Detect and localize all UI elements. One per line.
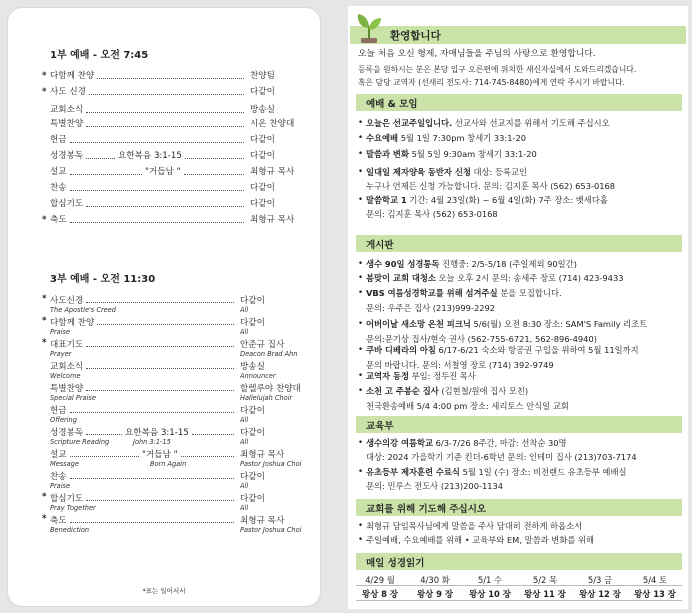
notice-heading: 말씀과 변화: [366, 149, 409, 159]
reading-date: 5/1 수: [477, 575, 503, 585]
notice-item: [366, 166, 527, 178]
dotted-leader: [86, 112, 244, 113]
dotted-leader: [184, 174, 244, 175]
order-row: [50, 404, 300, 426]
notice-text: 5/6(월) 오전 8:30 장소: SAM'S Family 리조트: [470, 319, 648, 329]
reading-title: 매일 성경읽기: [366, 558, 425, 569]
notice-heading: VBS 여름성경학교를 위해 섬겨주실: [366, 288, 498, 298]
order-label: 다함께 찬양: [50, 71, 95, 81]
bullet: •: [358, 133, 364, 143]
order-row: [42, 294, 300, 316]
board-title: 게시판: [366, 240, 394, 251]
bullet: •: [358, 345, 364, 355]
notice-detail: 문의:문기상 집사/현숙 권사 (562-755-6721, 562-896-4940): [366, 334, 597, 344]
notice-text: 6/17-6/21 숙소와 항공권 구입을 위하여 5월 11일까지: [435, 345, 639, 355]
order-label: 성경봉독: [50, 428, 84, 438]
order-leader-english: All: [240, 306, 249, 314]
notice-detail: 문의 바랍니다. 문의: 서철영 장로 (714) 392-9749: [366, 360, 554, 370]
pray-item: 최형규 담임목사님에게 말씀을 주사 담대히 전하게 하옵소서: [366, 521, 583, 531]
welcome-line3: 혹은 담당 교역자 (선새리 전도사: 714-745-8480)에게 연락 주시기 바랍니다.: [358, 78, 626, 87]
order-leader-english: All: [240, 482, 249, 490]
dotted-leader: [86, 500, 234, 501]
notice-text: 선교사와 선교지를 위해서 기도해 주십시오: [452, 118, 610, 128]
dotted-leader: [97, 324, 234, 325]
worship-title: 예배 & 모임: [366, 99, 418, 110]
order-leader-english: All: [240, 328, 249, 336]
notice-text: 6/3-7/26 8주간, 마감: 선착순 30명: [433, 438, 567, 448]
order-row: [50, 118, 300, 131]
order-label-english: Scripture Reading: [50, 438, 110, 446]
order-row: [42, 214, 300, 227]
notice-heading: 교역자 동정: [366, 371, 409, 381]
bullet: •: [358, 386, 364, 396]
bullet: •: [358, 118, 364, 128]
reading-chapter: 왕상 11 장: [524, 589, 566, 599]
order-row: [50, 470, 300, 492]
notice-text: 대상: 등록교인: [470, 167, 528, 177]
dotted-leader: [70, 190, 244, 191]
footnote: *표는 일어서서: [142, 587, 186, 595]
order-row: [50, 166, 300, 179]
order-row: [50, 426, 300, 448]
order-label-english: The Apostle's Creed: [50, 306, 116, 314]
dotted-leader: [86, 390, 234, 391]
table-divider: [356, 600, 682, 601]
order-label-english: Special Praise: [50, 394, 96, 402]
notice-item: [366, 272, 624, 284]
order-leader: 다같이: [240, 406, 265, 416]
order-leader-english: Hallelujah Choir: [240, 394, 293, 402]
bullet: •: [358, 288, 364, 298]
order-label: 합심기도: [50, 199, 84, 209]
order-leader: 최형규 목사: [240, 450, 285, 460]
reading-date: 5/3 금: [587, 575, 613, 585]
order-label: 헌금: [50, 406, 67, 416]
dotted-leader: [70, 412, 234, 413]
bullet: •: [358, 273, 364, 283]
order-label: 성경봉독: [50, 151, 84, 161]
welcome-title: 환영합니다: [390, 30, 441, 42]
order-leader: 다같이: [240, 472, 265, 482]
required-star: *: [42, 215, 47, 225]
notice-text: 5월 1일 (수) 장소: 비전랜드 유초등부 예배실: [459, 467, 627, 477]
notice-text: (김현철/원애 집사 모친): [438, 386, 529, 396]
dotted-leader: [70, 522, 234, 523]
order-leader: 다같이: [250, 135, 275, 145]
notice-heading: 생수의강 여름학교: [366, 438, 434, 448]
notice-heading: 어버이날 새소망 온천 피크닉: [366, 319, 471, 329]
order-leader: 방송실: [250, 105, 275, 115]
notice-heading: 쿠바 디베라의 아침: [366, 345, 436, 355]
dotted-leader: [86, 302, 234, 303]
notice-heading: 말씀학교 1: [366, 195, 407, 205]
order-leader: 다같이: [250, 151, 275, 161]
notice-detail: 천국환송예배 5/4 4:00 pm 장소: 세리토스 안식일 교회: [366, 401, 569, 411]
order-label: 합심기도: [50, 494, 84, 504]
order-row: [42, 316, 300, 338]
order-row: [50, 104, 300, 117]
notice-text: 5월 5일 9:30am 창세기 33:1-20: [408, 149, 537, 159]
order-row: [50, 134, 300, 147]
required-star: *: [42, 492, 47, 502]
order-label-english: Praise: [50, 482, 71, 490]
notice-heading: 수요예배: [366, 133, 399, 143]
notice-heading: 소천 고 주봉순 집사: [366, 386, 439, 396]
order-leader: 다같이: [240, 318, 265, 328]
notice-item: [366, 370, 476, 382]
order-detail-english: Born Again: [150, 460, 187, 468]
required-star: *: [42, 87, 47, 97]
notice-item: [366, 437, 567, 449]
reading-chapter: 왕상 10 장: [469, 589, 511, 599]
order-label: 사도 신경: [50, 87, 86, 97]
order-leader: 안준규 집사: [240, 340, 285, 350]
notice-item: [366, 117, 610, 129]
dotted-leader: [86, 434, 122, 435]
dotted-leader: [86, 126, 244, 127]
reading-chapter: 왕상 13 장: [634, 589, 676, 599]
service3-title: 3부 예배 - 오전 11:30: [50, 274, 156, 285]
notice-heading: 생수 90일 성경통독: [366, 259, 440, 269]
order-leader-english: All: [240, 416, 249, 424]
notice-heading: 일대일 제자양육 동반자 신청: [366, 167, 471, 177]
bullet: •: [358, 371, 364, 381]
order-leader: 할렐루야 찬양대: [240, 384, 301, 394]
order-row: [42, 492, 300, 514]
notice-item: [366, 287, 562, 299]
order-row: [42, 70, 300, 83]
order-label-english: Prayer: [50, 350, 72, 358]
order-row: [42, 514, 302, 536]
order-row: [50, 448, 300, 470]
notice-detail: 누구나 언제든 신청 가능합니다. 문의: 김지훈 목사 (562) 653-0168: [366, 181, 616, 191]
reading-chapter: 왕상 8 장: [362, 589, 398, 599]
order-leader-english: All: [240, 438, 249, 446]
reading-chapter: 왕상 9 장: [417, 589, 453, 599]
notice-heading: 오늘은 선교주일입니다.: [366, 118, 453, 128]
dotted-leader: [70, 478, 234, 479]
order-leader: 찬양팀: [250, 71, 275, 81]
order-row: [42, 338, 300, 360]
reading-date: 4/30 화: [420, 575, 450, 585]
notice-detail: 문의: 김지훈 목사 (562) 653-0168: [366, 209, 498, 219]
order-label-english: Message: [50, 460, 79, 468]
notice-heading: 유초등부 제자훈련 수료식: [366, 467, 460, 477]
order-leader: 다같이: [240, 494, 265, 504]
notice-heading: 봄맞이 교회 대청소: [366, 273, 436, 283]
order-label: 대표기도: [50, 340, 84, 350]
required-star: *: [42, 294, 47, 304]
order-label: 찬송: [50, 472, 67, 482]
bulletin-order-panel: [8, 8, 320, 606]
order-leader-english: All: [240, 504, 249, 512]
order-row: [50, 182, 300, 195]
notice-item: [366, 148, 537, 160]
dotted-leader: [181, 456, 234, 457]
order-leader: 다같이: [240, 428, 265, 438]
order-row: [50, 198, 300, 211]
required-star: *: [42, 514, 47, 524]
order-leader: 최형규 목사: [240, 516, 285, 526]
edu-header-bar: [356, 416, 682, 433]
notice-detail: 문의: 민루스 전도사 (213)200-1134: [366, 481, 504, 491]
dotted-leader: [185, 158, 244, 159]
dotted-leader: [86, 158, 115, 159]
notice-text: 부임: 정두진 목사: [408, 371, 476, 381]
pray-item: 주일예배, 수요예배를 위해 • 교육부와 EM, 말씀과 변화를 위해: [366, 535, 595, 545]
order-leader: 방송실: [240, 362, 265, 372]
dotted-leader: [89, 94, 244, 95]
reading-chapter: 왕상 12 장: [579, 589, 621, 599]
required-star: *: [42, 71, 47, 81]
reading-date: 4/29 월: [365, 575, 395, 585]
order-label: 설교: [50, 167, 67, 177]
order-leader: 시온 찬양대: [250, 119, 295, 129]
order-row: [50, 382, 300, 404]
bullet: •: [358, 438, 364, 448]
notice-text: 오늘 오후 2시 문의: 송세주 장로 (714) 423-9433: [435, 273, 624, 283]
dotted-leader: [70, 222, 244, 223]
pray-title: 교회를 위해 기도해 주십시오: [366, 504, 487, 515]
bullet: •: [358, 149, 364, 159]
service1-title: 1부 예배 - 오전 7:45: [50, 50, 149, 61]
order-label: 축도: [50, 516, 67, 526]
order-label: 설교: [50, 450, 67, 460]
dotted-leader: [70, 174, 142, 175]
dotted-leader: [70, 456, 139, 457]
order-label: 교회소식: [50, 105, 84, 115]
sprout-icon: [354, 10, 384, 44]
notice-text: 기간: 4월 23일(화) ~ 6월 4일(화) 7주 장소: 벳세다홀: [406, 195, 608, 205]
notice-item: [366, 385, 528, 397]
order-leader-english: Pastor Joshua Choi: [240, 460, 302, 468]
notice-item: [366, 318, 647, 330]
notice-text: 5월 1일 7:30pm 창세기 33:1-20: [398, 133, 527, 143]
notice-detail: 대상: 2024 가을학기 기준 킨더-6학년 문의: 인테미 집사 (213)703-7174: [366, 452, 637, 462]
reading-date: 5/2 목: [532, 575, 558, 585]
notice-detail: 문의: 우주은 집사 (213)999-2292: [366, 303, 496, 313]
order-label: 사도신경: [50, 296, 84, 306]
notice-item: [366, 466, 626, 478]
notice-item: [366, 344, 639, 356]
dotted-leader: [86, 346, 234, 347]
bullet: •: [358, 167, 364, 177]
dotted-leader: [86, 206, 244, 207]
table-divider: [356, 585, 682, 586]
bulletin-news-panel: 환영합니다 오늘 처음 오신 형제, 자매님들을 주님의 사랑으로 환영합니다. 등록을 원하시는 분은 본당 입구 오른편에 위치한 새신자실에서 도와드리겠습니다. 혹은 담당 교역자 (선새리 전도사: 714-745-8480)에게 연락 주시기 바랍니다. 예배 & 모임 • 오늘은 선교주일입니다. 선교사와 선교지를 위해서 기도해 주십시오 • 수요예배 5월 1일 7:30pm 창세기 33:1-20 • 말씀과 변화 5월 5일 9:30am 창세기 33:1-20 • 일대일 제자양육 동반자 신청 대상: 등록교인 누구나 언제든 신청 가능합니다. 문의: 김지훈 목사 (562) 653-0168 • 말씀학교 1 기간: 4월 23일(화) ~ 6월 4일(화) 7주 장소: 벳세다홀 문의: 김지훈 목사 (562) 653-0168 게시판 • 생수 90일 성경통독 진행중: 2/5-5/18 (주일제외 90일간) • 봄맞이 교회 대청소 오늘 오후 2시 문의: 송세주 장로 (714) 423-9433 • VBS 여름성경학교를 위해 섬겨주실 분을 모집합니다. 문의: 우주은 집사 (213)999-2292 • 어버이날 새소망 온천 피크닉 5/6(월) 오전 8:30 장소: SAM'S Family 리조트 문의:문기상 집사/현숙 권사 (562-755-6721, 562-896-4940) • 쿠바 디베라의 아침 6/17-6/21 숙소와 항공권 구입을 위하여 5월 11일까지 문의 바랍니다. 문의: 서철영 장로 (714) 392-9749 • 교역자 동정 부임: 정두진 목사 • 소천 고 주봉순 집사 (김현철/원애 집사 모친) 천국환송예배 5/4 4:00 pm 장소: 세리토스 안식일 교회 교육부 • 생수의강 여름학교 6/3-7/26 8주간, 마감: 선착순 30명 대상: 2024 가을학기 기준 킨더-6학년 문의: 인테미 집사 (213)703-7174 • 유초등부 제자훈련 수료식 5월 1일 (수) 장소: 비전랜드 유초등부 예배실 문의: 민루스 전도사 (213)200-1134 교회를 위해 기도해 주십시오 • 최형규 담임목사님에게 말씀을 주사 담대히 전하게 하옵소서 • 주일예배, 수요예배를 위해 • 교육부와 EM, 말씀과 변화를 위해 매일 성경읽기 4/29 월 4/30 화 5/1 수 5/2 목 5/3 금 5/4 토 왕상 8 장 왕상 9 장 왕상 10 장 왕상 11 장 왕상 12 장 왕상 13 장: [348, 6, 688, 609]
order-label: 교회소식: [50, 362, 84, 372]
order-label: 특별찬양: [50, 384, 84, 394]
dotted-leader: [192, 434, 234, 435]
notice-item: [366, 258, 577, 270]
order-leader: 다같이: [250, 199, 275, 209]
bullet: •: [358, 467, 364, 477]
order-row: [50, 150, 300, 163]
order-label: 특별찬양: [50, 119, 84, 129]
bullet: •: [358, 195, 364, 205]
order-label-english: Welcome: [50, 372, 81, 380]
order-detail: "거듭남 ": [145, 167, 181, 177]
order-label-english: Pray Together: [50, 504, 96, 512]
order-label: 찬송: [50, 183, 67, 193]
notice-item: [366, 132, 526, 144]
dotted-leader: [97, 78, 244, 79]
notice-item: [366, 194, 608, 206]
welcome-line1: 오늘 처음 오신 형제, 자매님들을 주님의 사랑으로 환영합니다.: [358, 49, 596, 59]
order-detail: 요한복음 3:1-15: [125, 428, 189, 438]
order-detail: "거듭남 ": [142, 450, 178, 460]
dotted-leader: [86, 368, 234, 369]
order-detail-english: John 3:1-15: [133, 438, 171, 446]
edu-title: 교육부: [366, 421, 394, 432]
notice-text: 진행중: 2/5-5/18 (주일제외 90일간): [439, 259, 577, 269]
order-label-english: Benediction: [50, 526, 90, 534]
order-leader: 다같이: [250, 183, 275, 193]
order-leader-english: Announcer: [240, 372, 276, 380]
order-leader: 최형규 목사: [250, 215, 295, 225]
order-label: 다함께 찬양: [50, 318, 95, 328]
reading-date: 5/4 토: [642, 575, 668, 585]
order-leader: 최형규 목사: [250, 167, 295, 177]
order-leader-english: Deacon Brad Ahn: [240, 350, 298, 358]
board-header-bar: [356, 235, 682, 252]
order-label: 헌금: [50, 135, 67, 145]
order-leader: 다같이: [250, 87, 275, 97]
dotted-leader: [70, 142, 244, 143]
order-label-english: Praise: [50, 328, 71, 336]
order-leader: 다같이: [240, 296, 265, 306]
order-label: 축도: [50, 215, 67, 225]
order-label-english: Offering: [50, 416, 77, 424]
bullet: •: [358, 319, 364, 329]
welcome-line2: 등록을 원하시는 분은 본당 입구 오른편에 위치한 새신자실에서 도와드리겠습니다.: [358, 65, 637, 74]
order-leader-english: Pastor Joshua Choi: [240, 526, 302, 534]
order-detail: 요한복음 3:1-15: [118, 151, 182, 161]
order-row: [42, 86, 300, 99]
bullet: •: [358, 259, 364, 269]
required-star: *: [42, 316, 47, 326]
notice-text: 분을 모집합니다.: [497, 288, 562, 298]
required-star: *: [42, 338, 47, 348]
order-row: [50, 360, 300, 382]
